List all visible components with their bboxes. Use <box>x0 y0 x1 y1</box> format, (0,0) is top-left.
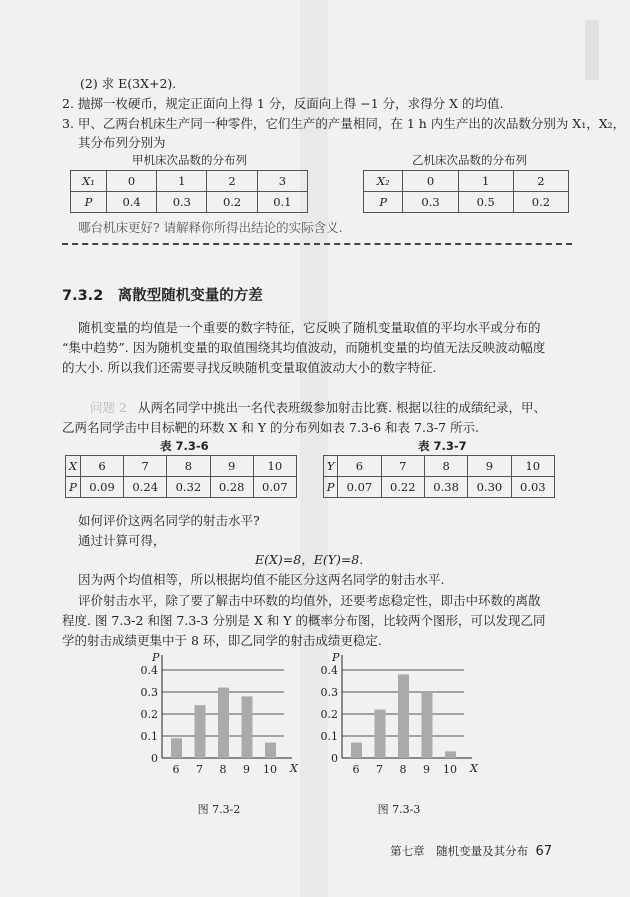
table-header-row <box>364 171 569 192</box>
table-cell: 0.24 <box>124 477 167 498</box>
body-line: 评价射击水平，除了要了解击中环数的均值外，还要考虑稳定性，即击中环数的离散 <box>78 593 541 608</box>
body-line: 如何评价这两名同学的射击水平? <box>78 513 260 528</box>
bar <box>265 743 276 758</box>
x-tick-label: 7 <box>196 763 203 776</box>
table-cell: 0.30 <box>468 477 511 498</box>
y-tick-label: 0 <box>151 752 158 765</box>
exercise-1-2: (2) 求 E(3X+2). <box>80 76 177 91</box>
table-cell: 0.32 <box>167 477 210 498</box>
table-row <box>66 477 297 498</box>
table-x <box>65 455 297 498</box>
chart-caption: 图 7.3-3 <box>377 803 421 816</box>
table-cell: 0.3 <box>157 192 207 213</box>
problem-label: 问题 2 <box>90 400 127 415</box>
table-y-caption: 表 7.3-7 <box>418 439 467 453</box>
table-cell: Y <box>324 456 338 477</box>
table-cell: X₂ <box>364 171 403 192</box>
y-axis-label: P <box>332 651 340 664</box>
table-cell: X <box>66 456 81 477</box>
table-cell: X₁ <box>71 171 107 192</box>
bar <box>445 751 456 758</box>
chart-7-3-3 <box>310 650 480 825</box>
intro-line: 随机变量的均值是一个重要的数字特征，它反映了随机变量取值的平均水平或分布的 <box>78 320 541 335</box>
bar <box>398 674 409 758</box>
table-cell: 2 <box>513 171 568 192</box>
table-cell: 6 <box>80 456 123 477</box>
exercise-2: 2. 抛掷一枚硬币，规定正面向上得 1 分，反面向上得 −1 分，求得分 X 的均值. <box>62 96 504 111</box>
table-cell: 9 <box>468 456 511 477</box>
x-tick-label: 10 <box>263 763 277 776</box>
table-cell: 0 <box>106 171 156 192</box>
bar <box>218 688 229 758</box>
table-cell: 8 <box>167 456 210 477</box>
exercise-3: 3. 甲、乙两台机床生产同一种零件，它们生产的产量相同，在 1 h 内生产出的次品数分别为 X₁，X₂， <box>62 116 626 131</box>
table-cell: 0.2 <box>207 192 257 213</box>
table-a <box>70 170 308 213</box>
table-cell: 0 <box>403 171 458 192</box>
y-tick-label: 0.4 <box>320 664 338 677</box>
y-tick-label: 0 <box>331 752 338 765</box>
table-cell: 0.28 <box>210 477 253 498</box>
x-tick-label: 7 <box>376 763 383 776</box>
x-tick-label: 8 <box>219 763 227 776</box>
bar <box>351 743 362 758</box>
table-x-caption: 表 7.3-6 <box>160 439 209 453</box>
table-row <box>364 192 569 213</box>
table-cell: 8 <box>424 456 467 477</box>
x-tick-label: 9 <box>423 763 430 776</box>
table-cell: 1 <box>157 171 207 192</box>
chart-caption: 图 7.3-2 <box>197 803 241 816</box>
intro-line: “集中趋势”. 因为随机变量的取值围绕其均值波动，而随机变量的均值无法反映波动幅度 <box>62 340 546 355</box>
intro-line: 的大小. 所以我们还需要寻找反映随机变量取值波动大小的数字特征. <box>62 360 437 375</box>
x-axis-label: X <box>290 762 298 775</box>
y-tick-label: 0.1 <box>320 730 338 743</box>
body-line: 学的射击成绩更集中于 8 环，即乙同学的射击成绩更稳定. <box>62 633 382 648</box>
table-cell: P <box>66 477 81 498</box>
table-cell: 0.07 <box>338 477 381 498</box>
table-cell: 1 <box>458 171 513 192</box>
table-cell: P <box>324 477 338 498</box>
table-cell: 0.1 <box>257 192 307 213</box>
x-tick-label: 10 <box>443 763 457 776</box>
table-cell: 0.5 <box>458 192 513 213</box>
body-line: 程度. 图 7.3-2 和图 7.3-3 分别是 X 和 Y 的概率分布图，比较两个图形，可以发现乙同 <box>62 613 546 628</box>
x-tick-label: 6 <box>172 763 180 776</box>
table-cell: P <box>364 192 403 213</box>
table-cell: 0.3 <box>403 192 458 213</box>
table-cell: 2 <box>207 171 257 192</box>
y-tick-label: 0.2 <box>320 708 338 721</box>
x-tick-label: 8 <box>399 763 407 776</box>
body-line: 因为两个均值相等，所以根据均值不能区分这两名同学的射击水平. <box>78 572 445 587</box>
bar <box>171 738 182 758</box>
watermark <box>585 20 599 80</box>
y-tick-label: 0.2 <box>140 708 158 721</box>
x-tick-label: 9 <box>243 763 250 776</box>
chapter-title: 第七章 随机变量及其分布 <box>390 844 529 858</box>
table-header-row <box>66 456 297 477</box>
y-tick-label: 0.3 <box>140 686 158 699</box>
table-cell: 0.03 <box>511 477 554 498</box>
table-header-row <box>324 456 555 477</box>
table-cell: 0.22 <box>381 477 424 498</box>
bar <box>195 705 206 758</box>
table-row <box>71 192 308 213</box>
exercise-3-cont: 其分布列分别为 <box>78 135 166 150</box>
table-header-row <box>71 171 308 192</box>
table-cell: 7 <box>124 456 167 477</box>
exercise-3-question: 哪台机床更好? 请解释你所得出结论的实际含义. <box>78 220 343 235</box>
table-cell: 9 <box>210 456 253 477</box>
y-axis-label: P <box>152 651 160 664</box>
y-tick-label: 0.3 <box>320 686 338 699</box>
x-axis-label: X <box>470 762 478 775</box>
table-row <box>324 477 555 498</box>
section-title: 7.3.2 离散型随机变量的方差 <box>62 288 263 304</box>
table-cell: 10 <box>253 456 296 477</box>
x-tick-label: 6 <box>352 763 360 776</box>
y-tick-label: 0.1 <box>140 730 158 743</box>
divider <box>62 243 572 245</box>
table-a-caption: 甲机床次品数的分布列 <box>132 153 247 167</box>
table-cell: 3 <box>257 171 307 192</box>
table-cell: 6 <box>338 456 381 477</box>
bar <box>242 696 253 758</box>
bar <box>422 692 433 758</box>
table-cell: 0.07 <box>253 477 296 498</box>
body-line: 通过计算可得， <box>78 533 166 548</box>
table-cell: 0.38 <box>424 477 467 498</box>
formula: E(X)=8，E(Y)=8. <box>255 552 364 567</box>
problem-line: 从两名同学中挑出一名代表班级参加射击比赛. 根据以往的成绩纪录，甲、 <box>138 400 546 415</box>
bar <box>375 710 386 758</box>
table-cell: P <box>71 192 107 213</box>
problem-line: 乙两名同学击中目标靶的环数 X 和 Y 的分布列如表 7.3-6 和表 7.3-7 所示. <box>62 420 480 435</box>
y-tick-label: 0.4 <box>140 664 158 677</box>
table-cell: 0.2 <box>513 192 568 213</box>
page-number: 67 <box>535 844 552 859</box>
page-footer <box>390 843 552 859</box>
table-cell: 0.4 <box>106 192 156 213</box>
table-b-caption: 乙机床次品数的分布列 <box>412 153 527 167</box>
table-cell: 10 <box>511 456 554 477</box>
table-b <box>363 170 569 213</box>
table-cell: 0.09 <box>80 477 123 498</box>
chart-7-3-2 <box>130 650 300 825</box>
table-cell: 7 <box>381 456 424 477</box>
table-y <box>323 455 555 498</box>
